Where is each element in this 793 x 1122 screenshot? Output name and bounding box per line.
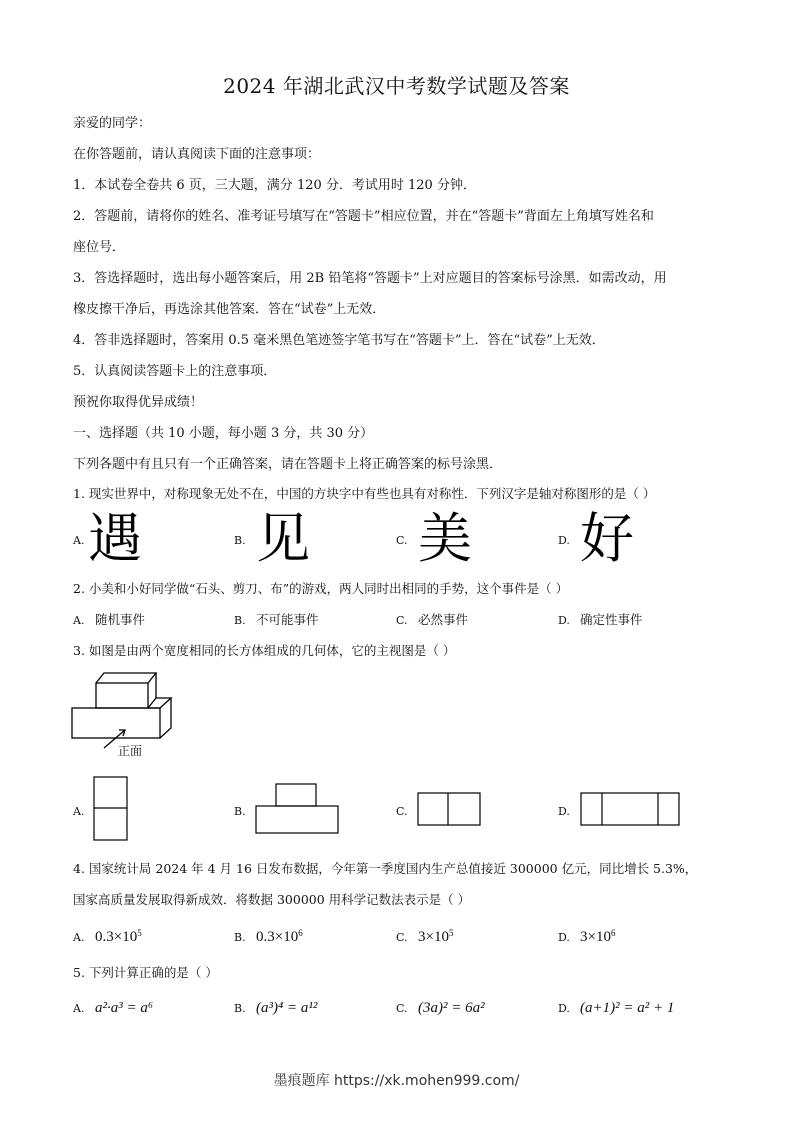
- page-title: 2024 年湖北武汉中考数学试题及答案: [223, 74, 570, 98]
- option-text: 不可能事件: [256, 612, 319, 627]
- option-exponent: 5: [137, 928, 142, 938]
- q1-option-c[interactable]: [396, 532, 418, 547]
- notice-heading: 在你答题前，请认真阅读下面的注意事项：: [73, 147, 321, 162]
- q1-glyph-a: 遇: [88, 507, 142, 570]
- option-key: C.: [396, 534, 408, 547]
- q1-stem: 1. 现实世界中，对称现象无处不在，中国的方块字中有些也具有对称性．下列汉字是轴对称图形的是（ ）: [73, 486, 656, 501]
- note-1: 1．本试卷全卷共 6 页，三大题，满分 120 分．考试用时 120 分钟．: [73, 178, 476, 193]
- option-math: a²·a³ = a⁶: [95, 1000, 154, 1016]
- q4-option-b[interactable]: [234, 928, 303, 946]
- option-key: D.: [558, 1002, 570, 1015]
- q1-option-b[interactable]: [234, 532, 256, 547]
- q4-stem-line2: 国家高质量发展取得新成效．将数据 300000 用科学记数法表示是（ ）: [73, 892, 471, 907]
- option-math: 0.3×10: [95, 929, 138, 946]
- option-key: D.: [558, 805, 570, 818]
- section-instruction: 下列各题中有且只有一个正确答案，请在答题卡上将正确答案的标号涂黑．: [73, 457, 503, 472]
- q4-option-d[interactable]: [558, 928, 615, 946]
- q5-option-b[interactable]: [234, 1000, 317, 1017]
- option-math: 3×10: [418, 929, 449, 946]
- option-key: D.: [558, 614, 570, 627]
- q3-view-d: [580, 792, 682, 828]
- footer-watermark: 墨痕题库 https://xk.mohen999.com/: [273, 1073, 520, 1089]
- note-4: 4．答非选择题时，答案用 0.5 毫米黑色笔迹签字笔书写在“答题卡”上．答在“试卷”上无效．: [73, 333, 605, 348]
- option-key: A.: [73, 931, 85, 945]
- q1-glyph-c: 美: [418, 507, 472, 570]
- option-key: B.: [234, 931, 246, 945]
- option-text: 确定性事件: [580, 612, 643, 627]
- option-exponent: 5: [448, 928, 454, 938]
- option-key: D.: [558, 931, 570, 945]
- option-exponent: 6: [610, 928, 616, 938]
- option-key: C.: [396, 614, 408, 627]
- option-text: 随机事件: [95, 612, 146, 627]
- option-key: A.: [73, 805, 85, 818]
- note-5: 5．认真阅读答题卡上的注意事项．: [73, 364, 277, 379]
- q3-front-label: 正面: [118, 744, 143, 758]
- q2-option-b[interactable]: [234, 610, 319, 628]
- q1-glyph-d: 好: [580, 507, 634, 570]
- option-key: B.: [234, 1002, 246, 1015]
- q4-stem-line1: 4. 国家统计局 2024 年 4 月 16 日发布数据，今年第一季度国内生产总值接近 300000 亿元，同比增长 5.3%，: [73, 861, 698, 876]
- option-key: B.: [234, 534, 246, 547]
- q2-option-a[interactable]: [73, 610, 145, 628]
- q1-glyph-b: 见: [256, 507, 310, 570]
- q3-view-a: [93, 776, 129, 842]
- q3-option-d[interactable]: [558, 803, 580, 818]
- q2-option-d[interactable]: [558, 610, 643, 628]
- q4-option-a[interactable]: [73, 928, 142, 946]
- option-math: 3×10: [580, 929, 611, 946]
- note-2-cont: 座位号．: [73, 240, 126, 255]
- option-key: C.: [396, 1002, 408, 1015]
- q1-option-d[interactable]: [558, 532, 580, 547]
- q2-stem: 2. 小美和小好同学做“石头、剪刀、布”的游戏，两人同时出相同的手势，这个事件是（ ）: [73, 581, 569, 596]
- note-2: 2．答题前，请将你的姓名、准考证号填写在“答题卡”相应位置，并在“答题卡”背面左上角填写姓名和: [73, 209, 654, 224]
- option-key: A.: [73, 534, 85, 547]
- option-math: 0.3×10: [256, 929, 299, 946]
- option-key: A.: [73, 614, 85, 627]
- q3-view-c: [417, 792, 483, 828]
- q3-option-c[interactable]: [396, 803, 418, 818]
- option-key: C.: [396, 805, 408, 818]
- option-math: (a+1)² = a² + 1: [580, 1000, 675, 1016]
- option-math: (3a)² = 6a²: [418, 1000, 485, 1016]
- q5-option-a[interactable]: [73, 1000, 153, 1017]
- note-3: 3．答选择题时，选出每小题答案后，用 2B 铅笔将“答题卡”上对应题目的答案标号涂黑．如需改动，用: [73, 271, 667, 286]
- q4-option-c[interactable]: [396, 928, 453, 946]
- q3-stem: 3. 如图是由两个宽度相同的长方体组成的几何体，它的主视图是（ ）: [73, 643, 456, 658]
- option-key: B.: [234, 614, 246, 627]
- option-key: D.: [558, 534, 570, 547]
- option-text: 必然事件: [418, 612, 469, 627]
- option-key: C.: [396, 931, 408, 945]
- greeting: 亲爱的同学：: [73, 116, 152, 131]
- q5-option-c[interactable]: [396, 1000, 485, 1017]
- option-math: (a³)⁴ = a¹²: [256, 1000, 318, 1016]
- option-key: A.: [73, 1002, 85, 1015]
- wish: 预祝你取得优异成绩！: [73, 395, 204, 410]
- section-heading: 一、选择题（共 10 小题，每小题 3 分，共 30 分）: [73, 426, 374, 441]
- note-3-cont: 橡皮擦干净后，再选涂其他答案．答在“试卷”上无效．: [73, 302, 386, 317]
- q3-option-b[interactable]: [234, 803, 256, 818]
- q5-option-d[interactable]: [558, 1000, 674, 1017]
- q3-view-b: [255, 783, 341, 835]
- option-key: B.: [234, 805, 246, 818]
- option-exponent: 6: [298, 928, 303, 938]
- q5-stem: 5. 下列计算正确的是（ ）: [73, 965, 218, 980]
- q3-option-a[interactable]: [73, 803, 95, 818]
- q2-option-c[interactable]: [396, 610, 468, 628]
